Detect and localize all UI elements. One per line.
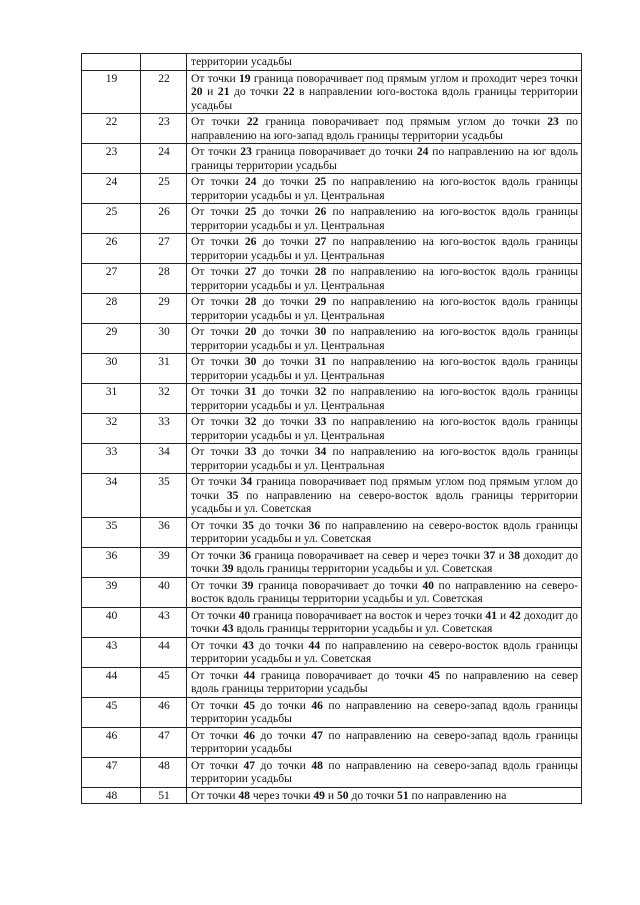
- table-row: [82, 667, 582, 697]
- to-point-cell: 23: [141, 114, 187, 144]
- description-text: по направлению на северо-восток вдоль границы территории усадьбы и ул. Советская: [191, 488, 578, 515]
- point-number: 28: [244, 295, 257, 308]
- from-point-cell: 19: [82, 70, 141, 114]
- from-point-cell: 36: [82, 547, 141, 577]
- description-cell: [187, 70, 582, 114]
- table-row: [82, 787, 582, 804]
- point-number: 33: [244, 445, 257, 458]
- point-number: 34: [314, 445, 327, 458]
- point-number: 22: [282, 85, 295, 98]
- point-number: 45: [243, 698, 256, 712]
- to-point-cell: 22: [141, 70, 187, 114]
- point-number: 47: [311, 728, 323, 742]
- to-point-cell: 28: [141, 264, 187, 294]
- table-row: [82, 697, 582, 727]
- to-point-cell: 30: [141, 324, 187, 354]
- description-text: доходит до точки: [191, 608, 578, 635]
- from-point-cell: 24: [82, 174, 141, 204]
- table-body: [82, 54, 582, 804]
- description-text: От точки: [191, 205, 245, 218]
- from-point-cell: 31: [82, 384, 141, 414]
- from-point-cell: 35: [82, 517, 141, 547]
- description-text: по направлению на северо-восток вдоль границы территории усадьбы и ул. Советская: [191, 578, 578, 605]
- point-number: 50: [336, 788, 349, 802]
- description-text: по направлению на север вдоль границы территории усадьбы: [191, 668, 578, 695]
- description-cell: [187, 787, 582, 804]
- description-text: до точки: [229, 85, 283, 98]
- description-cell: [187, 727, 582, 757]
- from-point-cell: 33: [82, 444, 141, 474]
- description-text: От точки: [191, 518, 243, 532]
- description-text: до точки: [255, 728, 312, 742]
- point-number: 43: [221, 622, 234, 635]
- from-point-cell: [82, 54, 141, 71]
- description-text: в направлении юго-востока вдоль границы территории усадьбы: [191, 85, 578, 112]
- from-point-cell: 47: [82, 757, 141, 787]
- point-number: 19: [239, 71, 251, 85]
- description-text: От точки: [191, 788, 239, 802]
- description-text: граница поворачивает под прямым углом под прямым углом до точки: [191, 475, 578, 502]
- to-point-cell: 43: [141, 607, 187, 637]
- description-cell: [187, 577, 582, 607]
- to-point-cell: 45: [141, 667, 187, 697]
- description-text: От точки: [191, 758, 244, 772]
- description-text: по направлению на юго-восток вдоль границы территории усадьбы и ул. Центральная: [191, 175, 578, 202]
- description-cell: [187, 517, 582, 547]
- description-text: доходит до точки: [191, 548, 578, 575]
- description-cell: [187, 354, 582, 384]
- description-cell: [187, 264, 582, 294]
- point-number: 35: [242, 518, 254, 532]
- description-text: граница поворачивает до точки: [253, 578, 423, 592]
- description-text: по направлению на юго-восток вдоль границы территории усадьбы и ул. Центральная: [191, 235, 578, 262]
- description-text: От точки: [191, 265, 245, 278]
- to-point-cell: 51: [141, 787, 187, 804]
- description-text: по направлению на юг вдоль границы территории усадьбы: [191, 145, 578, 172]
- point-number: 38: [508, 548, 520, 562]
- point-number: 25: [314, 175, 327, 188]
- description-cell: [187, 667, 582, 697]
- description-text: От точки: [191, 235, 245, 248]
- description-text: территории усадьбы: [191, 55, 292, 68]
- description-text: От точки: [191, 668, 244, 682]
- table-row: [82, 264, 582, 294]
- description-text: От точки: [191, 325, 245, 338]
- description-text: до точки: [256, 265, 315, 278]
- table-row: [82, 547, 582, 577]
- description-text: до точки: [256, 175, 315, 188]
- point-number: 33: [314, 415, 327, 428]
- point-number: 23: [547, 115, 559, 128]
- from-point-cell: 28: [82, 294, 141, 324]
- from-point-cell: 29: [82, 324, 141, 354]
- description-text: по направлению на юго-восток вдоль границы территории усадьбы и ул. Центральная: [191, 205, 578, 232]
- description-cell: [187, 697, 582, 727]
- point-number: 32: [244, 415, 257, 428]
- description-text: по направлению на северо-запад вдоль границы территории усадьбы: [191, 698, 578, 725]
- table-row: [82, 234, 582, 264]
- table-row: [82, 517, 582, 547]
- from-point-cell: 45: [82, 697, 141, 727]
- point-number: 39: [241, 578, 254, 592]
- description-text: по направлению на: [408, 788, 507, 802]
- description-text: по направлению на юго-запад вдоль границы территории усадьбы: [191, 115, 578, 142]
- point-number: 46: [243, 728, 256, 742]
- table-row: [82, 114, 582, 144]
- from-point-cell: 26: [82, 234, 141, 264]
- point-number: 36: [239, 548, 252, 562]
- point-number: 41: [485, 608, 497, 622]
- description-text: по направлению на юго-восток вдоль границы территории усадьбы и ул. Центральная: [191, 295, 578, 322]
- description-text: От точки: [191, 385, 245, 398]
- point-number: 40: [422, 578, 434, 592]
- point-number: 24: [416, 145, 429, 158]
- description-text: до точки: [348, 788, 398, 802]
- description-text: по направлению на юго-восток вдоль границы территории усадьбы и ул. Центральная: [191, 265, 578, 292]
- point-number: 20: [244, 325, 257, 338]
- description-cell: [187, 547, 582, 577]
- description-text: От точки: [191, 608, 239, 622]
- point-number: 44: [308, 638, 321, 652]
- description-text: по направлению на юго-восток вдоль границы территории усадьбы и ул. Центральная: [191, 355, 578, 382]
- point-number: 21: [217, 85, 230, 98]
- to-point-cell: 24: [141, 144, 187, 174]
- description-text: до точки: [255, 758, 312, 772]
- table-row: [82, 757, 582, 787]
- description-text: граница поворачивает под прямым углом до точки: [258, 115, 548, 128]
- table-row: [82, 204, 582, 234]
- point-number: 30: [244, 355, 257, 368]
- description-cell: [187, 234, 582, 264]
- description-text: до точки: [256, 355, 315, 368]
- point-number: 24: [244, 175, 257, 188]
- description-cell: [187, 607, 582, 637]
- description-text: до точки: [256, 235, 315, 248]
- point-number: 29: [314, 295, 327, 308]
- point-number: 26: [244, 235, 257, 248]
- description-cell: [187, 54, 582, 71]
- description-text: до точки: [256, 205, 315, 218]
- from-point-cell: 44: [82, 667, 141, 697]
- point-number: 46: [311, 698, 323, 712]
- description-text: до точки: [256, 385, 315, 398]
- description-text: и: [497, 608, 510, 622]
- description-text: до точки: [256, 415, 315, 428]
- description-text: От точки: [191, 475, 241, 488]
- point-number: 37: [483, 548, 496, 562]
- from-point-cell: 34: [82, 474, 141, 518]
- from-point-cell: 43: [82, 637, 141, 667]
- description-text: и: [495, 548, 509, 562]
- to-point-cell: 40: [141, 577, 187, 607]
- description-text: и: [202, 85, 218, 98]
- description-text: по направлению на северо-восток вдоль границы территории усадьбы и ул. Советская: [191, 638, 578, 665]
- point-number: 43: [242, 638, 254, 652]
- point-number: 30: [314, 325, 327, 338]
- table-row: [82, 144, 582, 174]
- from-point-cell: 48: [82, 787, 141, 804]
- to-point-cell: 39: [141, 547, 187, 577]
- to-point-cell: 46: [141, 697, 187, 727]
- description-text: по направлению на юго-восток вдоль границы территории усадьбы и ул. Центральная: [191, 385, 578, 412]
- description-text: От точки: [191, 548, 240, 562]
- table-row: [82, 354, 582, 384]
- from-point-cell: 40: [82, 607, 141, 637]
- point-number: 36: [308, 518, 321, 532]
- description-text: граница поворачивает на север и через точки: [251, 548, 484, 562]
- description-text: до точки: [253, 518, 309, 532]
- to-point-cell: 29: [141, 294, 187, 324]
- description-text: по направлению на юго-восток вдоль границы территории усадьбы и ул. Центральная: [191, 415, 578, 442]
- point-number: 28: [314, 265, 327, 278]
- table-row: [82, 324, 582, 354]
- description-text: От точки: [191, 728, 244, 742]
- boundary-points-table: [81, 53, 582, 804]
- description-text: по направлению на северо-запад вдоль границы территории усадьбы: [191, 758, 578, 785]
- table-row: [82, 637, 582, 667]
- description-text: граница поворачивает на восток и через точки: [250, 608, 486, 622]
- table-row: [82, 54, 582, 71]
- description-cell: [187, 144, 582, 174]
- description-text: до точки: [255, 698, 312, 712]
- point-number: 47: [243, 758, 256, 772]
- description-cell: [187, 174, 582, 204]
- description-text: От точки: [191, 578, 242, 592]
- from-point-cell: 25: [82, 204, 141, 234]
- table-row: [82, 607, 582, 637]
- from-point-cell: 30: [82, 354, 141, 384]
- description-text: до точки: [256, 325, 315, 338]
- to-point-cell: 27: [141, 234, 187, 264]
- from-point-cell: 22: [82, 114, 141, 144]
- description-text: От точки: [191, 698, 244, 712]
- point-number: 23: [240, 145, 252, 158]
- table-row: [82, 294, 582, 324]
- description-text: От точки: [191, 145, 241, 158]
- point-number: 40: [238, 608, 251, 622]
- from-point-cell: 32: [82, 414, 141, 444]
- to-point-cell: 44: [141, 637, 187, 667]
- point-number: 32: [314, 385, 327, 398]
- point-number: 22: [246, 115, 259, 128]
- point-number: 26: [314, 205, 327, 218]
- from-point-cell: 27: [82, 264, 141, 294]
- description-cell: [187, 114, 582, 144]
- table-row: [82, 414, 582, 444]
- description-text: От точки: [191, 115, 247, 128]
- point-number: 48: [238, 788, 250, 802]
- point-number: 45: [428, 668, 441, 682]
- point-number: 25: [244, 205, 257, 218]
- point-number: 27: [314, 235, 327, 248]
- point-number: 35: [226, 488, 239, 502]
- point-number: 44: [243, 668, 256, 682]
- description-text: до точки: [253, 638, 309, 652]
- description-cell: [187, 474, 582, 518]
- to-point-cell: 36: [141, 517, 187, 547]
- description-text: От точки: [191, 638, 243, 652]
- table-row: [82, 577, 582, 607]
- description-text: От точки: [191, 355, 245, 368]
- point-number: 51: [397, 788, 409, 802]
- description-text: до точки: [256, 295, 315, 308]
- description-text: до точки: [256, 445, 315, 458]
- description-text: вдоль границы территории усадьбы и ул. Советская: [233, 622, 493, 635]
- description-text: по направлению на юго-восток вдоль границы территории усадьбы и ул. Центральная: [191, 445, 578, 472]
- to-point-cell: 32: [141, 384, 187, 414]
- description-cell: [187, 204, 582, 234]
- description-text: по направлению на юго-восток вдоль границы территории усадьбы и ул. Центральная: [191, 325, 578, 352]
- point-number: 27: [244, 265, 257, 278]
- from-point-cell: 23: [82, 144, 141, 174]
- description-cell: [187, 324, 582, 354]
- description-text: граница поворачивает до точки: [255, 668, 429, 682]
- description-cell: [187, 294, 582, 324]
- from-point-cell: 39: [82, 577, 141, 607]
- description-text: вдоль границы территории усадьбы и ул. Советская: [233, 562, 493, 575]
- description-text: От точки: [191, 295, 245, 308]
- point-number: 31: [244, 385, 257, 398]
- table-row: [82, 174, 582, 204]
- point-number: 31: [314, 355, 327, 368]
- point-number: 34: [240, 475, 253, 488]
- table-row: [82, 474, 582, 518]
- point-number: 49: [313, 788, 325, 802]
- table-row: [82, 727, 582, 757]
- description-cell: [187, 414, 582, 444]
- description-text: по направлению на северо-восток вдоль границы территории усадьбы и ул. Советская: [191, 518, 578, 545]
- to-point-cell: 34: [141, 444, 187, 474]
- description-cell: [187, 757, 582, 787]
- description-text: граница поворачивает под прямым углом и проходит через точки: [250, 71, 578, 85]
- to-point-cell: 48: [141, 757, 187, 787]
- to-point-cell: 31: [141, 354, 187, 384]
- table-row: [82, 384, 582, 414]
- description-text: по направлению на северо-запад вдоль границы территории усадьбы: [191, 728, 578, 755]
- to-point-cell: 33: [141, 414, 187, 444]
- to-point-cell: 35: [141, 474, 187, 518]
- table-row: [82, 70, 582, 114]
- table-row: [82, 444, 582, 474]
- to-point-cell: 26: [141, 204, 187, 234]
- to-point-cell: 47: [141, 727, 187, 757]
- to-point-cell: 25: [141, 174, 187, 204]
- description-cell: [187, 637, 582, 667]
- to-point-cell: [141, 54, 187, 71]
- point-number: 39: [221, 562, 234, 575]
- description-cell: [187, 384, 582, 414]
- point-number: 48: [311, 758, 323, 772]
- description-text: граница поворачивает до точки: [251, 145, 417, 158]
- point-number: 42: [509, 608, 521, 622]
- point-number: 20: [191, 85, 203, 98]
- description-text: От точки: [191, 445, 245, 458]
- description-text: От точки: [191, 415, 245, 428]
- description-cell: [187, 444, 582, 474]
- description-text: через точки: [249, 788, 314, 802]
- from-point-cell: 46: [82, 727, 141, 757]
- description-text: От точки: [191, 175, 245, 188]
- description-text: и: [324, 788, 337, 802]
- description-text: От точки: [191, 71, 239, 85]
